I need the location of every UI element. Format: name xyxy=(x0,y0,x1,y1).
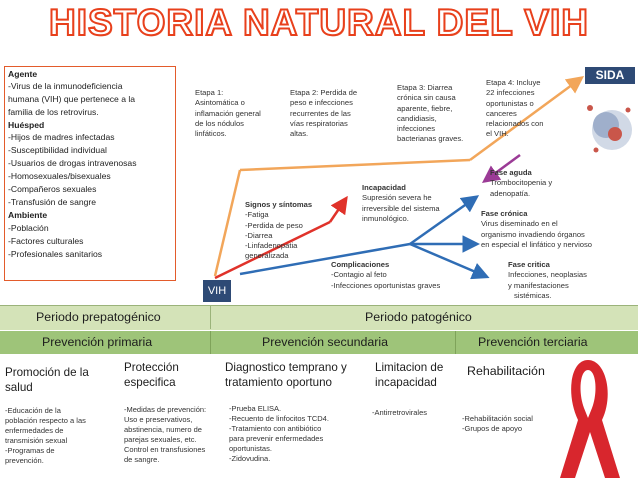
huesped-line: -Compañeros sexuales xyxy=(8,184,97,194)
promocion-list: -Educación de la población respecto a las enfermedades de transmisión sexual -Programas de prevención. xyxy=(5,406,86,465)
red-arrow-to-incapacidad xyxy=(330,200,345,222)
prevencion-secundaria: Prevención secundaria xyxy=(262,335,389,349)
virus-illustration xyxy=(587,105,632,153)
rehabilitacion-title: Rehabilitación xyxy=(467,364,545,378)
agente-line: familia de los retrovirus. xyxy=(8,107,99,117)
orange-horizontal-line xyxy=(240,160,470,170)
period-divider xyxy=(210,305,211,329)
fase-critica: Fase critica Infecciones, neoplasias y manifestaciones sistémicas. xyxy=(508,260,587,300)
period-bar xyxy=(0,305,638,330)
page-title: HISTORIA NATURAL DEL VIH xyxy=(49,2,589,43)
sida-label: SIDA xyxy=(585,67,635,84)
prevencion-terciaria: Prevención terciaria xyxy=(478,335,588,349)
etapa-4: Etapa 4: Incluye 22 infecciones oportunistas o canceres relacionados con el VIH. xyxy=(486,78,544,139)
ambiente-line: -Profesionales sanitarios xyxy=(8,249,103,259)
huesped-line: -Hijos de madres infectadas xyxy=(8,132,115,142)
incapacidad: Incapacidad Supresión severa he irreversible del sistema inmunológico. xyxy=(362,183,440,223)
signos-sintomas: Signos y síntomas -Fatiga -Perdida de peso -Diarrea -Linfadenopatia generalizada xyxy=(245,200,313,261)
huesped-line: -Susceptibilidad individual xyxy=(8,145,107,155)
huesped-line: -Homosexuales/bisexuales xyxy=(8,171,111,181)
orange-progression-line xyxy=(215,170,240,276)
complicaciones: Complicaciones -Contagio al feto -Infecciones oportunistas graves xyxy=(331,260,441,290)
prevention-bar xyxy=(0,331,638,354)
limitacion-title: Limitacion de incapacidad xyxy=(375,361,444,389)
prevention-divider xyxy=(455,331,456,354)
periodo-prepatogenico: Periodo prepatogénico xyxy=(36,310,161,324)
ambiente-line: -Factores culturales xyxy=(8,236,84,246)
huesped-label: Huésped xyxy=(8,120,45,130)
fase-cronica: Fase crónica Virus diseminado en el organismo invadiendo órganos en especial el linfático y nervioso xyxy=(481,209,593,249)
limitacion-list: -Antirretrovirales xyxy=(372,408,428,417)
agente-line: -Virus de la inmunodeficiencia xyxy=(8,81,123,91)
promocion-title: Promoción de la salud xyxy=(5,366,89,394)
red-ribbon-icon xyxy=(560,360,620,478)
etapa-1: Etapa 1: Asintomática o inflamación general de los nódulos linfáticos. xyxy=(195,88,261,139)
agente-label: Agente xyxy=(8,69,38,79)
proteccion-list: -Medidas de prevención: Uso e preservativos, abstinencia, numero de parejas sexuales, etc. Control en transfusiones de sangre. xyxy=(124,405,207,464)
periodo-patogenico: Periodo patogénico xyxy=(365,310,472,324)
rehabilitacion-list: -Rehabilitación social -Grupos de apoyo xyxy=(462,414,533,433)
diagnostico-title: Diagnostico temprano y tratamiento oportuno xyxy=(225,361,347,389)
huesped-line: -Transfusión de sangre xyxy=(8,197,97,207)
agente-line: humana (VIH) que pertenece a la xyxy=(8,94,136,104)
agent-host-environment-box xyxy=(4,66,176,281)
etapa-3: Etapa 3: Diarrea crónica sin causa aparente, fiebre, candidiasis, infecciones bacterianas graves. xyxy=(397,83,464,144)
etapa-2: Etapa 2: Perdida de peso e infecciones recurrentes de las vías respiratorias altas. xyxy=(290,88,358,139)
diagnostico-list: -Prueba ELISA. -Recuento de linfocitos TCD4. -Tratamiento con antibiótico para prevenir enfermedades oportunistas. -Zidovudina. xyxy=(229,404,329,463)
prevention-divider xyxy=(210,331,211,354)
ambiente-line: -Población xyxy=(8,223,49,233)
proteccion-title: Protección especifica xyxy=(124,361,179,389)
ambiente-label: Ambiente xyxy=(8,210,48,220)
fase-aguda: Fase aguda Trombocitopenia y adenopatía. xyxy=(490,168,553,198)
huesped-line: -Usuarios de drogas intravenosas xyxy=(8,158,137,168)
vih-label: VIH xyxy=(203,280,231,302)
prevencion-primaria: Prevención primaria xyxy=(42,335,153,349)
